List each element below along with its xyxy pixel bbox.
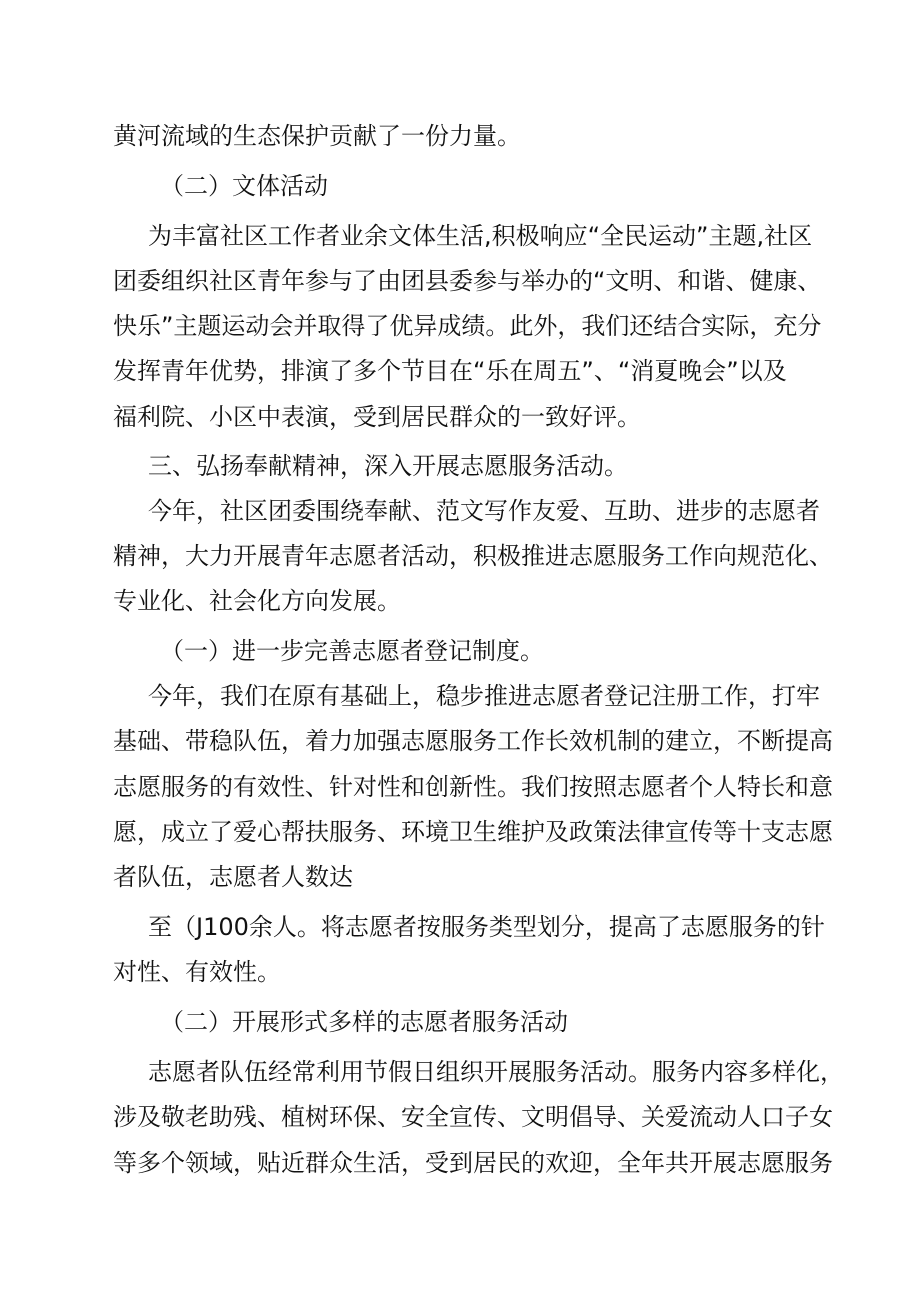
section-heading: 三、弘扬奉献精神，深入开展志愿服务活动。: [148, 452, 628, 480]
text-line: 等多个领域，贴近群众生活，受到居民的欢迎，全年共开展志愿服务: [113, 1149, 833, 1177]
text-line: 精神，大力开展青年志愿者活动，积极推进志愿服务工作向规范化、: [113, 542, 833, 570]
text-line: 至（J100余人。将志愿者按服务类型划分，提高了志愿服务的针: [148, 913, 825, 941]
text-line: 者队伍，志愿者人数达: [113, 863, 353, 891]
text-line: 黄河流域的生态保护贡献了一份力量。: [113, 122, 521, 150]
text-line: 快乐”主题运动会并取得了优异成绩。此外，我们还结合实际，充分: [113, 312, 822, 340]
text-line: 专业化、社会化方向发展。: [113, 587, 401, 615]
section-heading: （一）进一步完善志愿者登记制度。: [160, 637, 544, 665]
text-line: 愿，成立了爱心帮扶服务、环境卫生维护及政策法律宣传等十支志愿: [113, 818, 833, 846]
text-line: 对性、有效性。: [113, 958, 281, 986]
text-line: 志愿服务的有效性、针对性和创新性。我们按照志愿者个人特长和意: [113, 773, 833, 801]
text-line: 志愿者队伍经常利用节假日组织开展服务活动。服务内容多样化，: [148, 1058, 844, 1086]
text-line: 涉及敬老助残、植树环保、安全宣传、文明倡导、关爱流动人口子女: [113, 1103, 833, 1131]
section-heading: （二）文体活动: [160, 172, 328, 200]
section-heading: （二）开展形式多样的志愿者服务活动: [160, 1008, 568, 1036]
text-line: 为丰富社区工作者业余文体生活,积极响应“全民运动”主题,社区: [148, 222, 813, 250]
text-line: 团委组织社区青年参与了由团县委参与举办的“文明、和谐、健康、: [113, 267, 822, 295]
text-line: 发挥青年优势，排演了多个节目在“乐在周五”、“消夏晚会”以及: [113, 357, 787, 385]
text-line: 今年，我们在原有基础上，稳步推进志愿者登记注册工作，打牢: [148, 682, 820, 710]
text-line: 福利院、小区中表演，受到居民群众的一致好评。: [113, 403, 641, 431]
text-line: 今年，社区团委围绕奉献、范文写作友爱、互助、进步的志愿者: [148, 497, 820, 525]
text-line: 基础、带稳队伍，着力加强志愿服务工作长效机制的建立，不断提高: [113, 727, 833, 755]
